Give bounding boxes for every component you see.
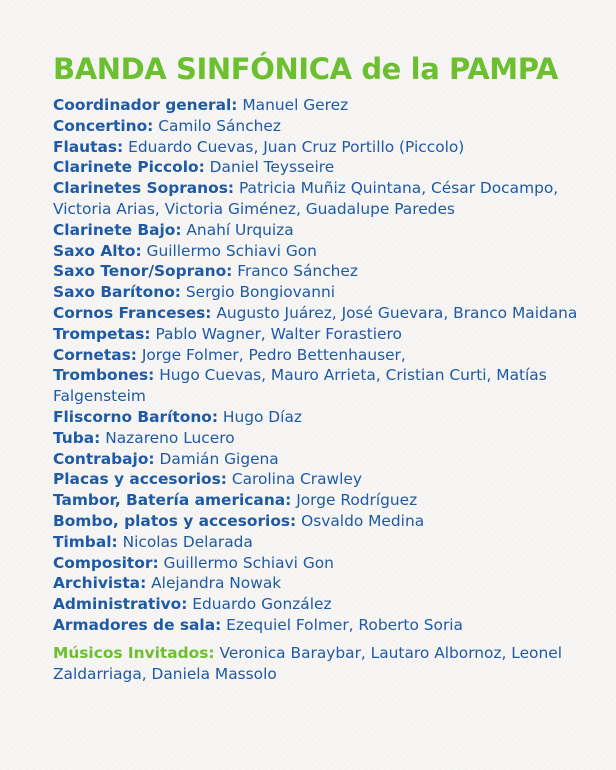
credit-cornetas (53, 345, 583, 366)
credit-saxo-tenor-soprano (53, 261, 583, 282)
credit-names: Nicolas Delarada (122, 532, 253, 551)
credit-names: Camilo Sánchez (158, 116, 281, 135)
credit-fliscorno-baritono (53, 407, 583, 428)
credit-clarinete-bajo (53, 220, 583, 241)
credit-contrabajo (53, 449, 583, 470)
credit-saxo-baritono (53, 282, 583, 303)
credit-names: Nazareno Lucero (105, 428, 235, 447)
credit-role: Concertino: (53, 116, 154, 135)
credit-tuba (53, 428, 583, 449)
credit-timbal (53, 532, 583, 553)
credit-administrativo (53, 594, 583, 615)
credit-role: Saxo Tenor/Soprano: (53, 262, 233, 281)
credit-names: Augusto Juárez, José Guevara, Branco Maidana (216, 303, 578, 322)
credit-role: Armadores de sala: (53, 615, 222, 634)
credit-names: Anahí Urquiza (186, 220, 294, 239)
credit-names: Eduardo González (192, 595, 332, 614)
credit-bombo-platos (53, 511, 583, 532)
credit-names: Daniel Teysseire (209, 158, 335, 177)
credit-armadores-sala (53, 615, 583, 636)
credit-names: Jorge Folmer, Pedro Bettenhauser, (141, 345, 406, 364)
credit-role: Clarinete Piccolo: (53, 158, 205, 177)
credit-clarinetes-sopranos (53, 178, 583, 220)
credit-names: Guillermo Schiavi Gon (163, 553, 334, 572)
credit-role: Tuba: (53, 428, 101, 447)
credit-role: Trompetas: (53, 324, 151, 343)
credit-names: Hugo Díaz (222, 407, 302, 426)
credit-role: Contrabajo: (53, 449, 155, 468)
credit-names: Alejandra Nowak (151, 574, 282, 593)
credit-flautas (53, 137, 583, 158)
credit-concertino (53, 116, 583, 137)
credit-role: Archivista: (53, 574, 147, 593)
credit-names: Osvaldo Medina (301, 511, 425, 530)
credit-role: Tambor, Batería americana: (53, 491, 292, 510)
credit-role: Cornetas: (53, 345, 137, 364)
credits-page (53, 50, 583, 684)
credit-role: Compositor: (53, 553, 159, 572)
credit-names: Franco Sánchez (237, 262, 358, 281)
credit-names: Damián Gigena (159, 449, 279, 468)
credit-role: Cornos Franceses: (53, 303, 212, 322)
credit-tambor-bateria (53, 490, 583, 511)
credit-names: Pablo Wagner, Walter Forastiero (155, 324, 402, 343)
credit-cornos-franceses (53, 303, 583, 324)
credit-saxo-alto (53, 241, 583, 262)
credit-names: Sergio Bongiovanni (185, 283, 336, 302)
credit-role: Trombones: (53, 366, 155, 385)
credit-names: Ezequiel Folmer, Roberto Soria (226, 615, 463, 634)
credits-list (53, 95, 583, 636)
credit-trompetas (53, 324, 583, 345)
credit-role: Bombo, platos y accesorios: (53, 511, 297, 530)
guest-role: Músicos Invitados: (53, 643, 215, 662)
credit-role: Saxo Barítono: (53, 283, 181, 302)
guest-musicians (53, 643, 583, 685)
credit-compositor (53, 553, 583, 574)
credit-trombones (53, 365, 583, 407)
credit-names: Eduardo Cuevas, Juan Cruz Portillo (Piccolo) (128, 137, 465, 156)
credit-role: Fliscorno Barítono: (53, 407, 218, 426)
credit-role: Timbal: (53, 532, 118, 551)
credit-role: Coordinador general: (53, 96, 238, 114)
credit-role: Clarinete Bajo: (53, 220, 182, 239)
credit-names: Guillermo Schiavi Gon (146, 241, 317, 260)
credit-archivista (53, 573, 583, 594)
guest-names: Veronica Baraybar, Lautaro Albornoz, Leonel Zaldarriaga, Daniela Massolo (53, 643, 562, 683)
credit-names: Carolina Crawley (231, 470, 362, 489)
credit-clarinete-piccolo (53, 157, 583, 178)
credit-names: Jorge Rodríguez (296, 491, 418, 510)
credit-placas-accesorios (53, 469, 583, 490)
credit-names: Patricia Muñiz Quintana, César Docampo, Victoria Arias, Victoria Giménez, Guadalupe Paredes (53, 179, 559, 218)
credit-role: Saxo Alto: (53, 241, 142, 260)
credit-role: Clarinetes Sopranos: (53, 179, 235, 198)
credit-coordinador (53, 95, 583, 116)
credit-role: Administrativo: (53, 595, 188, 614)
credit-role: Placas y accesorios: (53, 470, 227, 489)
credit-names: Hugo Cuevas, Mauro Arrieta, Cristian Curti, Matías Falgensteim (53, 366, 547, 406)
credit-role: Flautas: (53, 137, 124, 156)
credit-names: Manuel Gerez (242, 96, 349, 114)
page-title: BANDA SINFÓNICA de la PAMPA (53, 52, 558, 86)
